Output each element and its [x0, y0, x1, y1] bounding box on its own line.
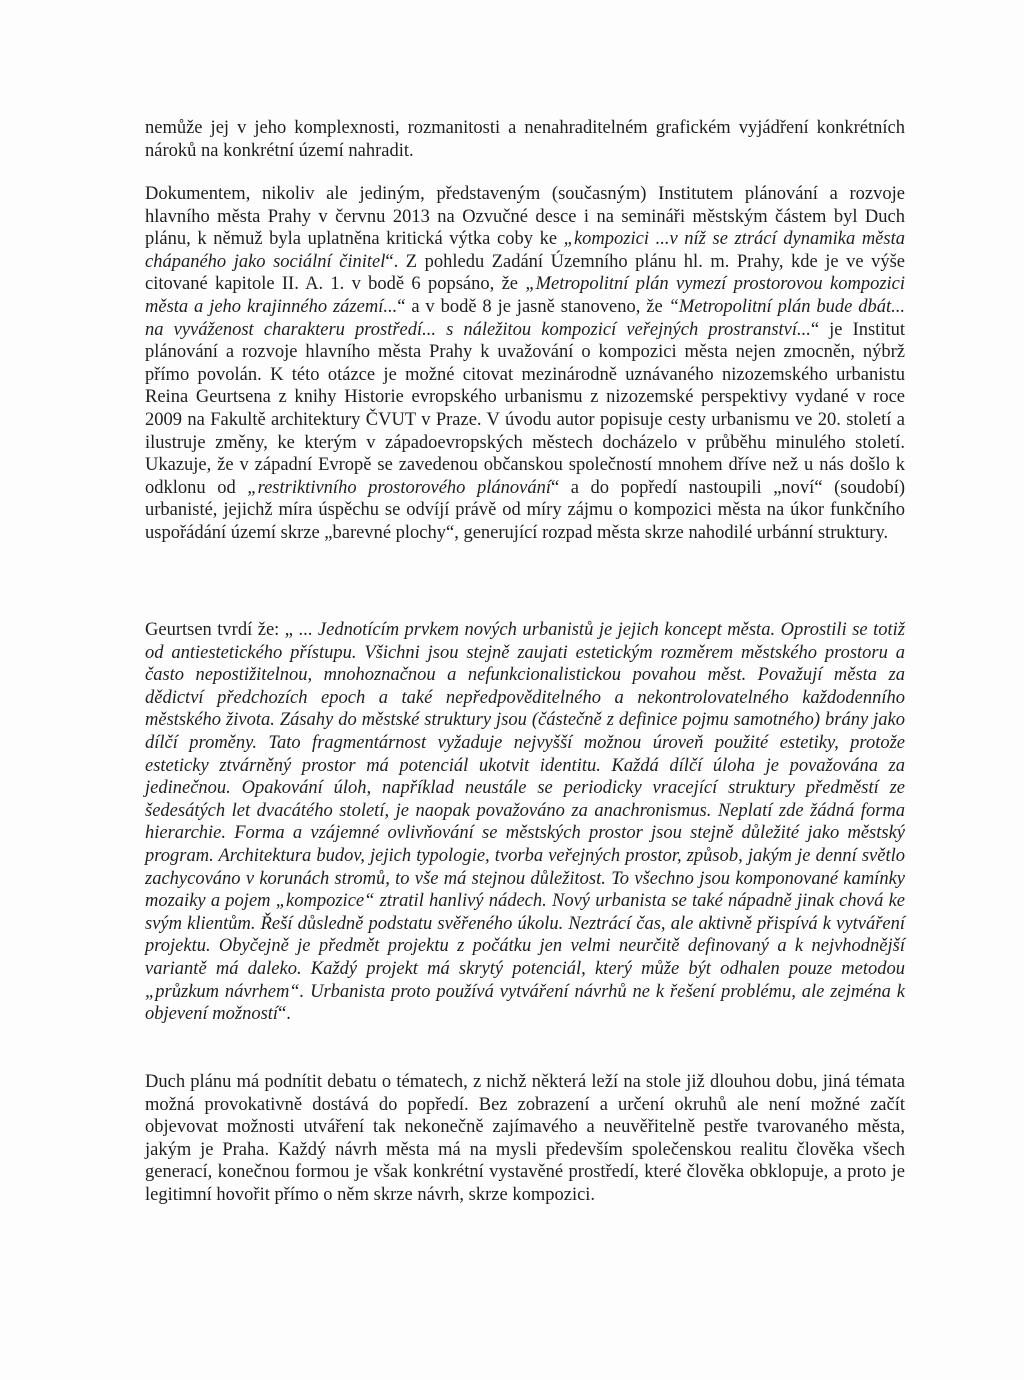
text-run: Geurtsen tvrdí že: „ ... [145, 620, 318, 640]
paragraph-1-text: nemůže jej v jeho komplexnosti, rozmanitosti a nenahraditelném grafickém vyjádření konkrétních nároků na konkrétní území nahradit. [145, 118, 905, 161]
paragraph-4-text: Duch plánu má podnítit debatu o tématech, z nichž některá leží na stole již dlouhou dobu, jiná témata možná provokativně dostává do popředí. Bez zobrazení a určení okruhů ale není možné začít objevovat možnosti utváření tak nekonečně zajímavého a neuvěřitelně pestře tvarovaného města, jakým je Praha. Každý návrh města má na mysli především společenskou realitu člověka všech generací, konečnou formou je však konkrétní vystavěné prostředí, které člověka obklopuje, a proto je legitimní hovořit přímo o něm skrze návrh, skrze kompozici. [145, 1072, 905, 1205]
italic-quote: “Metropolitní plán bude dbát... na vyváženost charakteru prostředí... s náležitou kompozicí veřejných prostranství... [145, 296, 905, 340]
text-run: “. Z pohledu Zadání Územního plánu hl. m. Prahy, kde je ve výše citované kapitole II. A. 1. v bodě 6 popsáno, že [145, 251, 905, 295]
text-run: “ a v bodě 8 je jasně stanoveno, že [397, 296, 669, 317]
text-run: “. [278, 1004, 291, 1025]
text-run: “ a do popředí nastoupili „noví“ (soudobí) urbanisté, jejichž míra úspěchu se odvíjí právě od míry zájmu o kompozici města na úkor funkčního uspořádání území skrze „barevné plochy“, generující rozpad města skrze nahodilé urbánní struktury. [145, 477, 906, 543]
paragraph-1 [145, 117, 905, 162]
italic-quote: „restriktivního prostorového plánování [247, 477, 551, 498]
paragraph-2 [145, 183, 905, 545]
italic-quote: „Metropolitní plán vymezí prostorovou kompozici města a jeho krajinného zázemí... [145, 274, 906, 317]
text-run: Dokumentem, nikoliv ale jediným, představeným (současným) Institutem plánování a rozvoje hlavního města Prahy v červnu 2013 na Ozvučné desce i na semináři městským částem byl Duch plánu, k němuž byla uplatněna kritická výtka coby ke [145, 184, 905, 250]
paragraph-4 [145, 1071, 905, 1207]
italic-quote: „kompozici ...v níž se ztrácí dynamika města chápaného jako sociální činitel [145, 229, 905, 272]
paragraph-3-quote [145, 619, 905, 1026]
text-run: “ je Institut plánování a rozvoje hlavního města Prahy k uvažování o kompozici města nejen zmocněn, nýbrž přímo povolán. K této otázce je možné citovat mezinárodně uznávaného nizozemského urbanistu Reina Geurtsena z knihy Historie evropského urbanismu z nizozemské perspektivy vydané v roce 2009 na Fakultě architektury ČVUT v Praze. V úvodu autor popisuje cesty urbanismu ve 20. století a ilustruje změny, ke kterým v západoevropských městech docházelo v průběhu minulého století. Ukazuje, že v západní Evropě se zavedenou občanskou společností mnohem dříve než u nás došlo k odklonu od [145, 319, 905, 498]
italic-quote: Jednotícím prvkem nových urbanistů je jejich koncept města. Oprostili se totiž od antiestetického přístupu. Všichni jsou stejně zaujati estetickým rozměrem městského prostoru a často nepostižitelnou, mnohoznačnou a nefunkcionalistickou povahou měst. Považují města za dědictví předchozích epoch a také nepředpověditelného a nekontrolovatelného každodenního městského života. Zásahy do městské struktury jsou (částečně z definice pojmu samotného) brány jako dílčí proměny. Tato fragmentárnost vyžaduje nejvyšší možnou úroveň použité estetiky, protože esteticky ztvárněný prostor má potenciál ukotvit identitu. Každá dílčí úloha je považována za jedinečnou. Opakování úloh, například neustále se periodicky vracející struktury předměstí ze šedesátých let dvacátého století, je naopak považováno za anachronismus. Neplatí zde žádná forma hierarchie. Forma a vzájemné ovlivňování se městských prostor jsou stejně důležité jako městský program. Architektura budov, jejich typologie, tvorba veřejných prostor, způsob, jakým je denní světlo zachycováno v korunách stromů, to vše má stejnou důležitost. To všechno jsou komponované kamínky mozaiky a pojem „kompozice“ ztratil hanlivý nádech. Nový urbanista se také nápadně jinak chová ke svým klientům. Řeší důsledně podstatu svěřeného úkolu. Neztrácí čas, ale aktivně přispívá k vytváření projektu. Obyčejně je předmět projektu z počátku jen velmi neurčitě definovaný a k nejvhodnější variantě má daleko. Každý projekt má skrytý potenciál, který může být odhalen pouze metodou „průzkum návrhem“. Urbanista proto používá vytváření návrhů ne k řešení problému, ale zejména k objevení možností [145, 620, 905, 1025]
